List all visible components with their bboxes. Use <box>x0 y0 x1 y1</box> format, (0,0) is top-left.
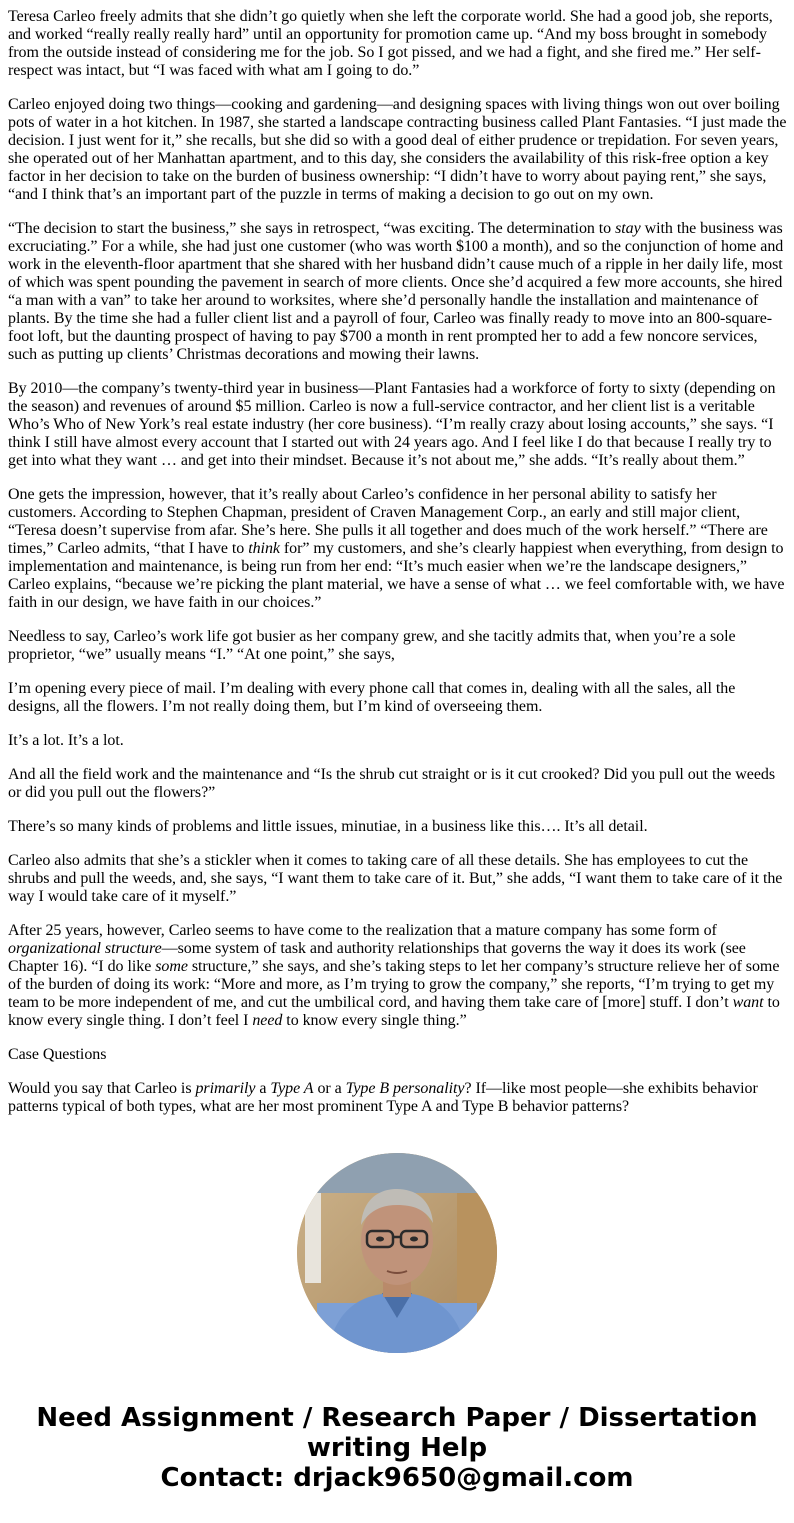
article-paragraph <box>8 852 788 906</box>
emphasis-text: Type A <box>270 1080 314 1097</box>
article-paragraph <box>8 628 788 664</box>
article-paragraph <box>8 96 788 204</box>
emphasis-text: stay <box>615 220 641 237</box>
emphasis-text: organizational structure <box>8 940 162 957</box>
article-paragraph <box>8 8 788 80</box>
article-paragraph <box>8 732 788 750</box>
promo-line-1: Need Assignment / Research Paper / Dissertation <box>36 1403 758 1433</box>
text-run: Teresa Carleo freely admits that she didn’t go quietly when she left the corporate world. She had a good job, she reports, and worked “really really really hard” until an opportunity for promotion came up. “And my boss brought in somebody from the outside instead of considering me for the job. So I got pissed, and we had a fight, and she fired me.” Her self-respect was intact, but “I was faced with what am I going to do.” <box>8 8 773 79</box>
article-paragraph <box>8 486 788 612</box>
text-run: or a <box>313 1080 346 1097</box>
article-body <box>8 0 788 1116</box>
text-run: Carleo enjoyed doing two things—cooking and gardening—and designing spaces with living things won out over boiling pots of water in a hot kitchen. In 1987, she started a landscape contracting business called Plant Fantasies. “I just made the decision. I just went for it,” she recalls, but she did so with a good deal of either prudence or trepidation. For seven years, she operated out of her Manhattan apartment, and to this day, she considers the availability of this risk-free option a key factor in her decision to take on the burden of business ownership: “I didn’t have to worry about paying rent,” she says, “and I think that’s an important part of the puzzle in terms of making a decision to go out on my own. <box>8 96 787 203</box>
article-paragraph <box>8 922 788 1030</box>
text-run: Would you say that Carleo is <box>8 1080 196 1097</box>
person-portrait-icon <box>297 1153 497 1353</box>
emphasis-text: Type B personality <box>345 1080 465 1097</box>
author-avatar <box>297 1153 497 1353</box>
promo-banner <box>0 1403 794 1493</box>
text-run: Case Questions <box>8 1046 107 1063</box>
article-paragraph <box>8 1046 788 1064</box>
text-run: ? If—like most people—she exhibits behavior patterns typical of both types, what are her most prominent Type A and Type B behavior patterns? <box>8 1080 758 1115</box>
text-run: with the business was excruciating.” For a while, she had just one customer (who was worth $100 a month), and so the conjunction of home and work in the eleventh-floor apartment that she shared with her husband didn’t cause much of a ripple in her daily life, most of which was spent pounding the pavement in search of more clients. Once she’d acquired a few more accounts, she hired “a man with a van” to take her around to worksites, where she’d personally handle the installation and maintenance of plants. By the time she had a fuller client list and a payroll of four, Carleo was finally ready to move into an 800-square-foot loft, but the daunting prospect of having to pay $700 a month in rent prompted her to add a few noncore services, such as putting up clients’ Christmas decorations and mowing their lawns. <box>8 220 784 363</box>
promo-contact: Contact: drjack9650@gmail.com <box>160 1463 634 1493</box>
article-paragraph <box>8 1080 788 1116</box>
text-run: —some system of task and authority relationships that governs the way it does its work (see Chapter 16). “I do like <box>8 940 746 975</box>
article-paragraph <box>8 680 788 716</box>
article-paragraph <box>8 380 788 470</box>
text-run: Carleo also admits that she’s a stickler when it comes to taking care of all these details. She has employees to cut the shrubs and pull the weeds, and, she says, “I want them to take care of it. But,” she adds, “I want them to take care of it the way I would take care of it myself.” <box>8 852 783 905</box>
text-run: And all the field work and the maintenance and “Is the shrub cut straight or is it cut crooked? Did you pull out the weeds or did you pull out the flowers?” <box>8 766 776 801</box>
text-run: It’s a lot. It’s a lot. <box>8 732 124 749</box>
text-run: “The decision to start the business,” she says in retrospect, “was exciting. The determination to <box>8 220 616 237</box>
text-run: After 25 years, however, Carleo seems to have come to the realization that a mature company has some form of <box>8 922 717 939</box>
emphasis-text: primarily <box>195 1080 256 1097</box>
article-paragraph <box>8 220 788 364</box>
emphasis-text: think <box>248 540 280 557</box>
text-run: to know every single thing. I don’t feel I <box>8 994 780 1029</box>
text-run: to know every single thing.” <box>282 1012 467 1029</box>
text-run: a <box>255 1080 271 1097</box>
promo-line-2: writing Help <box>306 1433 488 1463</box>
article-paragraph <box>8 766 788 802</box>
text-run: structure,” she says, and she’s taking steps to let her company’s structure relieve her of some of the burden of doing its work: “More and more, as I’m trying to grow the company,” she reports, “I’m trying to get my team to be more independent of me, and cut the umbilical cord, and having them take care of [more] stuff. I don’t <box>8 958 780 1011</box>
emphasis-text: some <box>155 958 188 975</box>
text-run: By 2010—the company’s twenty-third year in business—Plant Fantasies had a workforce of forty to sixty (depending on the season) and revenues of around $5 million. Carleo is now a full-service contractor, and her client list is a veritable Who’s Who of New York’s real estate industry (her core business). “I’m really crazy about losing accounts,” she says. “I think I still have almost every account that I started out with 24 years ago. And I feel like I do that because I really try to get into what they want … and get into their mindset. Because it’s not about me,” she adds. “It’s really about them.” <box>8 380 776 469</box>
text-run: Needless to say, Carleo’s work life got busier as her company grew, and she tacitly admits that, when you’re a sole proprietor, “we” usually means “I.” “At one point,” she says, <box>8 628 736 663</box>
text-run: There’s so many kinds of problems and little issues, minutiae, in a business like this…. It’s all detail. <box>8 818 648 835</box>
emphasis-text: want <box>732 994 764 1011</box>
text-run: for” my customers, and she’s clearly happiest when everything, from design to implementation and maintenance, is being run from her end: “It’s much easier when we’re the landscape designers,” Carleo explains, “because we’re picking the plant material, we have a sense of what … we feel comfortable with, we have faith in our design, we have faith in our choices.” <box>8 540 785 611</box>
emphasis-text: need <box>252 1012 283 1029</box>
text-run: I’m opening every piece of mail. I’m dealing with every phone call that comes in, dealing with all the sales, all the designs, all the flowers. I’m not really doing them, but I’m kind of overseeing them. <box>8 680 736 715</box>
article-paragraph <box>8 818 788 836</box>
text-run: One gets the impression, however, that it’s really about Carleo’s confidence in her personal ability to satisfy her customers. According to Stephen Chapman, president of Craven Management Corp., an early and still major client, “Teresa doesn’t supervise from afar. She’s here. She pulls it all together and does much of the work herself.” “There are times,” Carleo admits, “that I have to <box>8 486 768 557</box>
